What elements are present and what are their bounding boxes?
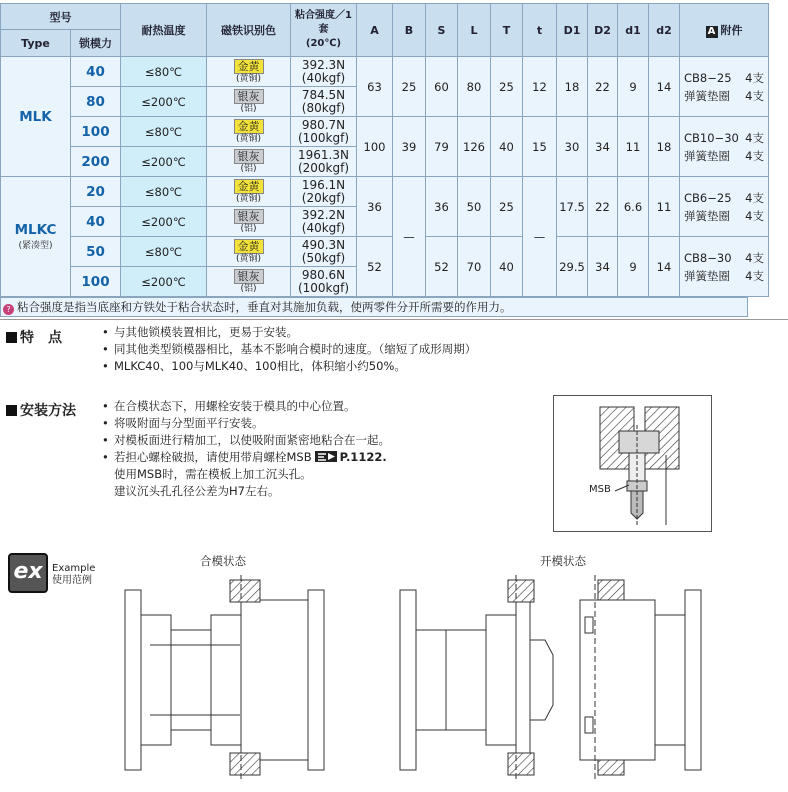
header-d1-upper: D1 [557,4,588,57]
feature-item: • MLKC40、100与MLK40、100相比，体积缩小约50%。 [100,358,476,375]
color-cell [207,147,291,177]
dim-t-cell: 12 [523,57,557,117]
example-label-en: Example [52,563,96,574]
header-type: Type [1,30,71,57]
dim-A-cell: 63 [357,57,393,117]
strength-cell [291,117,357,147]
accessory-line [684,189,768,207]
accessory-line [684,129,768,147]
type-mlkc [1,177,71,297]
clamp-force: 100 [71,117,121,147]
clamp-force: 20 [71,177,121,207]
dim-d2-cell: 11 [649,177,680,237]
accessory-name: CB8−25 [684,70,732,85]
dim-D1-cell: 18 [557,57,588,117]
square-icon [6,405,17,416]
color-chip: 金黄 [234,59,264,74]
strength-cell [291,267,357,297]
install-diagram [553,395,713,533]
color-cell [207,87,291,117]
color-cell [207,237,291,267]
color-cell [207,177,291,207]
accessory-line [684,207,768,225]
open-caption: 开模状态 [540,554,586,568]
strength-cell [291,177,357,207]
strength-cell [291,147,357,177]
header-clamp: 锁模力 [71,30,121,57]
dim-T-cell: 25 [491,177,523,237]
install-extra: 建议沉头孔孔径公差为H7左右。 [114,484,280,498]
clamp-force: 40 [71,207,121,237]
color-cell [207,117,291,147]
header-color: 磁铁识别色 [207,4,291,57]
accessory-qty: 4支 [745,88,764,103]
color-cell [207,207,291,237]
dim-T-cell: 40 [491,117,523,177]
header-d1-lower: d1 [618,4,649,57]
strength-n: 392.3N [301,57,346,72]
dim-d1-cell: 9 [618,237,649,297]
color-chip-sub: (黄铜) [235,254,262,264]
color-cell [207,267,291,297]
color-chip-sub: (铝) [240,284,257,294]
strength-cell [291,57,357,87]
dim-D2-cell: 34 [588,237,618,297]
color-chip: 银灰 [234,89,264,104]
install-item [100,449,390,466]
dim-S-cell: 36 [426,177,458,237]
temp-cell: ≤200℃ [121,147,207,177]
header-t-upper: T [491,4,523,57]
temp-cell: ≤80℃ [121,237,207,267]
header-b: B [393,4,426,57]
dim-D1-cell: 30 [557,117,588,177]
accessory-qty: 4支 [745,268,764,283]
dim-t-cell: 15 [523,117,557,177]
strength-n: 980.6N [301,267,346,282]
info-icon: ? [3,304,14,315]
strength-kgf: (100kgf) [297,130,350,145]
accessory-qty: 4支 [745,70,764,85]
strength-n: 1961.3N [298,147,349,162]
header-strength [291,4,357,57]
header-strength-unit: (20℃) [305,38,342,49]
accessory-icon: A [706,26,718,38]
clamp-force: 80 [71,87,121,117]
dim-S-cell: 60 [426,57,458,117]
dim-S-cell: 79 [426,117,458,177]
closed-caption: 合模状态 [200,554,246,568]
strength-kgf: (100kgf) [297,280,350,295]
spec-table [0,3,769,297]
strength-n: 196.1N [301,177,346,192]
page-ref-dot: . [382,450,387,464]
table-row [1,117,769,147]
color-chip-sub: (黄铜) [235,194,262,204]
dim-D2-cell: 22 [588,57,618,117]
color-chip-sub: (铝) [240,164,257,174]
header-d2-lower: d2 [649,4,680,57]
dim-d1-cell: 11 [618,117,649,177]
header-s: S [426,4,458,57]
feature-item: • 同其他类型锁模器相比，基本不影响合模时的速度。（缩短了成形周期） [100,341,476,358]
page-ref-icon [315,451,337,462]
color-chip: 银灰 [234,209,264,224]
install-item: • 在合模状态下，用螺栓安装于模具的中心位置。 [100,398,390,415]
temp-cell: ≤80℃ [121,177,207,207]
page-ref-link[interactable]: P.1122 [339,450,383,464]
dim-L-cell: 80 [458,57,491,117]
temp-cell: ≤80℃ [121,117,207,147]
install-title [6,400,76,420]
clamp-force: 40 [71,57,121,87]
accessory-qty: 4支 [745,250,764,265]
dim-B-cell: 39 [393,117,426,177]
accessory-name: 弹簧垫圈 [684,88,730,103]
accessory-name: CB6−25 [684,190,732,205]
divider [0,319,788,320]
color-chip: 金黄 [234,239,264,254]
accessory-cell [680,177,769,237]
dim-S-cell: 52 [426,237,458,297]
color-chip-sub: (黄铜) [235,74,262,84]
color-chip: 银灰 [234,149,264,164]
dim-A-cell: 100 [357,117,393,177]
install-extra: 使用MSB时，需在模板上加工沉头孔。 [114,467,312,481]
dim-L-cell: 126 [458,117,491,177]
accessory-name: CB10−30 [684,130,739,145]
dim-L-cell: 50 [458,177,491,237]
accessory-cell [680,117,769,177]
accessory-qty: 4支 [745,190,764,205]
strength-n: 980.7N [301,117,346,132]
dim-t-cell: — [523,177,557,297]
accessory-name: 弹簧垫圈 [684,208,730,223]
dim-A-cell: 52 [357,237,393,297]
accessory-cell [680,237,769,297]
header-a: A [357,4,393,57]
open-mold-diagram [395,575,725,780]
feature-item: • 与其他锁模装置相比，更易于安装。 [100,324,476,341]
strength-kgf: (50kgf) [301,250,346,265]
example-label [52,563,95,587]
dim-T-cell: 40 [491,237,523,297]
accessory-line [684,87,768,105]
temp-cell: ≤200℃ [121,207,207,237]
strength-n: 784.5N [301,87,346,102]
strength-cell [291,87,357,117]
header-t-lower: t [523,4,557,57]
strength-kgf: (40kgf) [301,220,346,235]
dim-D2-cell: 22 [588,177,618,237]
accessory-qty: 4支 [745,130,764,145]
strength-kgf: (80kgf) [301,100,346,115]
accessory-qty: 4支 [745,148,764,163]
dim-d1-cell: 6.6 [618,177,649,237]
install-item: • 对模板面进行精加工，以使吸附面紧密地粘合在一起。 [100,432,390,449]
accessory-line [684,249,768,267]
table-row [1,177,769,207]
accessory-line [684,69,768,87]
note-text: 粘合强度是指当底座和方铁处于粘合状态时，垂直对其施加负载，使两零件分开所需要的作用力。 [17,300,512,314]
dim-D1-cell: 17.5 [557,177,588,237]
color-chip: 金黄 [234,119,264,134]
dim-d1-cell: 9 [618,57,649,117]
example-icon: ex [8,553,48,593]
install-item: • 将吸附面与分型面平行安装。 [100,415,390,432]
dim-B-cell: 25 [393,57,426,117]
color-chip: 金黄 [234,179,264,194]
accessory-line [684,147,768,165]
note-bar [0,297,748,317]
features-list [100,324,476,375]
temp-cell: ≤200℃ [121,267,207,297]
color-chip: 银灰 [234,269,264,284]
features-title-text: 特 点 [20,330,62,346]
temp-cell: ≤200℃ [121,87,207,117]
dim-A-cell: 36 [357,177,393,237]
strength-kgf: (40kgf) [301,70,346,85]
temp-cell: ≤80℃ [121,57,207,87]
type-mlk: MLK [1,57,71,177]
color-chip-sub: (铝) [240,104,257,114]
header-l: L [458,4,491,57]
accessory-cell [680,57,769,117]
clamp-force: 200 [71,147,121,177]
table-row [1,237,769,267]
strength-kgf: (20kgf) [301,190,346,205]
type-mlkc-sub: (紧凑型) [18,241,53,251]
clamp-force: 50 [71,237,121,267]
accessory-qty: 4支 [745,208,764,223]
dim-L-cell: 70 [458,237,491,297]
strength-n: 392.2N [301,207,346,222]
header-strength-label: 粘合强度／1套 [295,10,352,35]
header-temp: 耐热温度 [121,4,207,57]
strength-kgf: (200kgf) [297,160,350,175]
example-label-cn: 使用范例 [52,575,92,586]
install-item-text: 若担心螺栓破损，请使用带肩螺栓MSB [114,450,312,464]
accessory-name: 弹簧垫圈 [684,268,730,283]
table-row [1,57,769,87]
features-title [6,327,62,347]
color-cell [207,57,291,87]
type-mlkc-label: MLKC [14,222,57,238]
header-d2-upper: D2 [588,4,618,57]
accessory-name: CB8−30 [684,250,732,265]
color-chip-sub: (铝) [240,224,257,234]
dim-B-cell: — [393,177,426,297]
strength-cell [291,207,357,237]
install-title-text: 安装方法 [20,403,76,419]
install-list [100,398,390,500]
dim-D1-cell: 29.5 [557,237,588,297]
clamp-force: 100 [71,267,121,297]
dim-d2-cell: 14 [649,57,680,117]
color-chip-sub: (黄铜) [235,134,262,144]
strength-cell [291,237,357,267]
accessory-name: 弹簧垫圈 [684,148,730,163]
header-model: 型号 [1,4,121,30]
header-accessory [680,4,769,57]
accessory-label: 附件 [720,24,743,37]
closed-mold-diagram [120,575,330,780]
msb-label: MSB [589,484,611,495]
strength-n: 490.3N [301,237,346,252]
dim-d2-cell: 14 [649,237,680,297]
dim-D2-cell: 34 [588,117,618,177]
square-icon [6,332,17,343]
dim-T-cell: 25 [491,57,523,117]
dim-d2-cell: 18 [649,117,680,177]
accessory-line [684,267,768,285]
